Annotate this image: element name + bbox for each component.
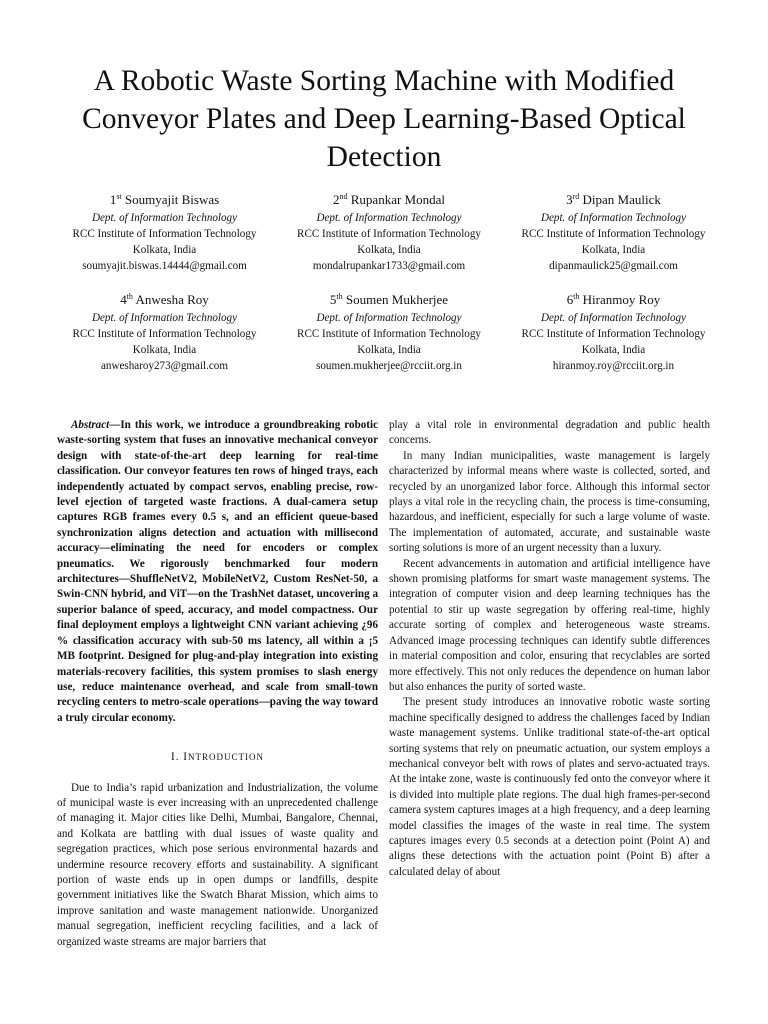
- author-email: hiranmoy.roy@rcciit.org.in: [552, 360, 675, 372]
- author-dept: Dept. of Information Technology: [540, 212, 687, 224]
- author-dept: Dept. of Information Technology: [540, 312, 687, 324]
- author-institute: RCC Institute of Information Technology: [72, 228, 257, 240]
- author-email: soumen.mukherjee@rcciit.org.in: [316, 360, 462, 372]
- author-3: [506, 190, 721, 274]
- author-location: Kolkata, India: [357, 244, 421, 256]
- author-name: 6th Hiranmoy Roy: [566, 292, 661, 307]
- author-name: 3rd Dipan Maulick: [566, 192, 661, 207]
- intro-paragraph: Due to India’s rapid urbanization and Industrialization, the volume of municipal waste is ever increasing with an unprecedented challenge of managing it. Major cities like Delhi, Mumbai, Bangalore, Chennai, and Kolkata are battling with dual issues of waste quality and segregation practices, which pose serious environmental hazards and undermine resource recovery efforts and sustainability. A significant portion of waste ends up in open dumps or landfills, despite government initiatives like the Swatch Bharat Mission, which aims to improve sanitation and waste management nationwide. Unorganized manual segregation, inefficient recycling facilities, and a lack of organized waste streams are major barriers that: [57, 781, 378, 948]
- right-column: [389, 418, 710, 880]
- author-institute: RCC Institute of Information Technology: [521, 228, 706, 240]
- author-dept: Dept. of Information Technology: [91, 212, 238, 224]
- author-institute: RCC Institute of Information Technology: [297, 228, 481, 240]
- left-column: [57, 418, 378, 950]
- author-row-1: [57, 190, 721, 274]
- author-institute: RCC Institute of Information Technology: [521, 328, 706, 340]
- author-name: 1st Soumyajit Biswas: [109, 192, 220, 207]
- author-location: Kolkata, India: [132, 244, 197, 256]
- author-institute: RCC Institute of Information Technology: [72, 328, 257, 340]
- body-paragraph: Recent advancements in automation and artificial intelligence have shown promising platforms for smart waste management systems. The integration of computer vision and deep learning techniques has the potential to stir up waste segregation by offering real-time, highly accurate sorting of complex and heterogeneous waste streams. Advanced image processing techniques can identify subtle differences in material composition and color, ensuring that recyclables are sorted more effectively. This not only reduces the dependence on human labor but also enhances the purity of sorted waste.: [389, 557, 710, 693]
- author-email: anwesharoy273@gmail.com: [101, 360, 228, 372]
- body-paragraph: In many Indian municipalities, waste management is largely characterized by informal means where waste is collected, sorted, and recycled by an unorganized labor force. Although this informal sector plays a vital role in the recycling chain, the process is time-consuming, hazardous, and inefficient, especially for such a large volume of waste. The implementation of automated, accurate, and sustainable waste sorting solutions is more of an urgent necessity than a luxury.: [389, 449, 710, 555]
- author-dept: Dept. of Information Technology: [91, 312, 238, 324]
- author-6: [506, 290, 721, 374]
- author-institute: RCC Institute of Information Technology: [297, 328, 481, 340]
- author-email: dipanmaulick25@gmail.com: [549, 260, 678, 272]
- author-name: 2nd Rupankar Mondal: [333, 192, 445, 207]
- author-name: 4th Anwesha Roy: [120, 292, 209, 307]
- author-block: [57, 190, 721, 374]
- continued-paragraph: play a vital role in environmental degradation and public health concerns.: [389, 419, 710, 447]
- paper-title: A Robotic Waste Sorting Machine with Modified Conveyor Plates and Deep Learning-Based Optical Detection: [82, 65, 686, 173]
- author-dept: Dept. of Information Technology: [316, 212, 462, 224]
- author-location: Kolkata, India: [132, 344, 197, 356]
- author-4: [57, 290, 272, 374]
- author-email: soumyajit.biswas.14444@gmail.com: [82, 260, 247, 272]
- author-5: [282, 290, 497, 374]
- abstract-label: Abstract: [71, 419, 110, 431]
- author-location: Kolkata, India: [357, 344, 421, 356]
- abstract-text: —In this work, we introduce a groundbreaking robotic waste-sorting system that fuses an innovative mechanical conveyor design with state-of-the-art deep learning for real-time classification. Our conveyor features ten rows of hinged trays, each independently actuated by compact servos, enabling precise, row-level ejection of targeted waste fractions. A dual-camera setup captures RGB frames every 0.5 s, and an efficient queue-based synchronization aligns detection and actuation with millisecond accuracy—eliminating the need for encoders or complex pneumatics. We rigorously benchmarked four modern architectures—ShuffleNetV2, MobileNetV2, Custom ResNet-50, a Swin-CNN hybrid, and ViT—on the TrashNet dataset, uncovering a superior balance of speed, accuracy, and model compactness. Our final deployment employs a lightweight CNN variant achieving ¿96 % classification accuracy with sub-50 ms latency, all within a ¡5 MB footprint. Designed for plug-and-play integration into existing materials-recovery facilities, this system promises to slash energy use, reduce maintenance overhead, and scale from small-town recycling centers to metro-scale operations—paving the way toward a truly circular economy.: [57, 419, 378, 724]
- author-2: [282, 190, 497, 274]
- author-row-2: [57, 290, 721, 374]
- author-email: mondalrupankar1733@gmail.com: [312, 260, 466, 272]
- author-location: Kolkata, India: [581, 244, 646, 256]
- body-paragraph: The present study introduces an innovative robotic waste sorting machine specifically designed to address the challenges faced by Indian waste management systems. Unlike traditional state-of-the-art optical sorting systems that rely on pneumatic actuation, our system employs a mechanical conveyor belt with rows of plates and servo-actuated trays. At the intake zone, waste is continuously fed onto the conveyor where it is divided into multiple plate regions. The dual high frames-per-second camera system captures images at a high frequency, and a deep learning model classifies the images of the waste in real time. The system captures images every 0.5 seconds at a detection point (Point A) and aligns these detections with the actuation point (Point B) after a calculated delay of about: [389, 696, 710, 878]
- author-location: Kolkata, India: [581, 344, 646, 356]
- author-1: [57, 190, 272, 274]
- abstract: [57, 418, 378, 726]
- section-heading: I. INTRODUCTION: [171, 751, 264, 764]
- author-name: 5th Soumen Mukherjee: [329, 292, 449, 307]
- author-dept: Dept. of Information Technology: [316, 312, 462, 324]
